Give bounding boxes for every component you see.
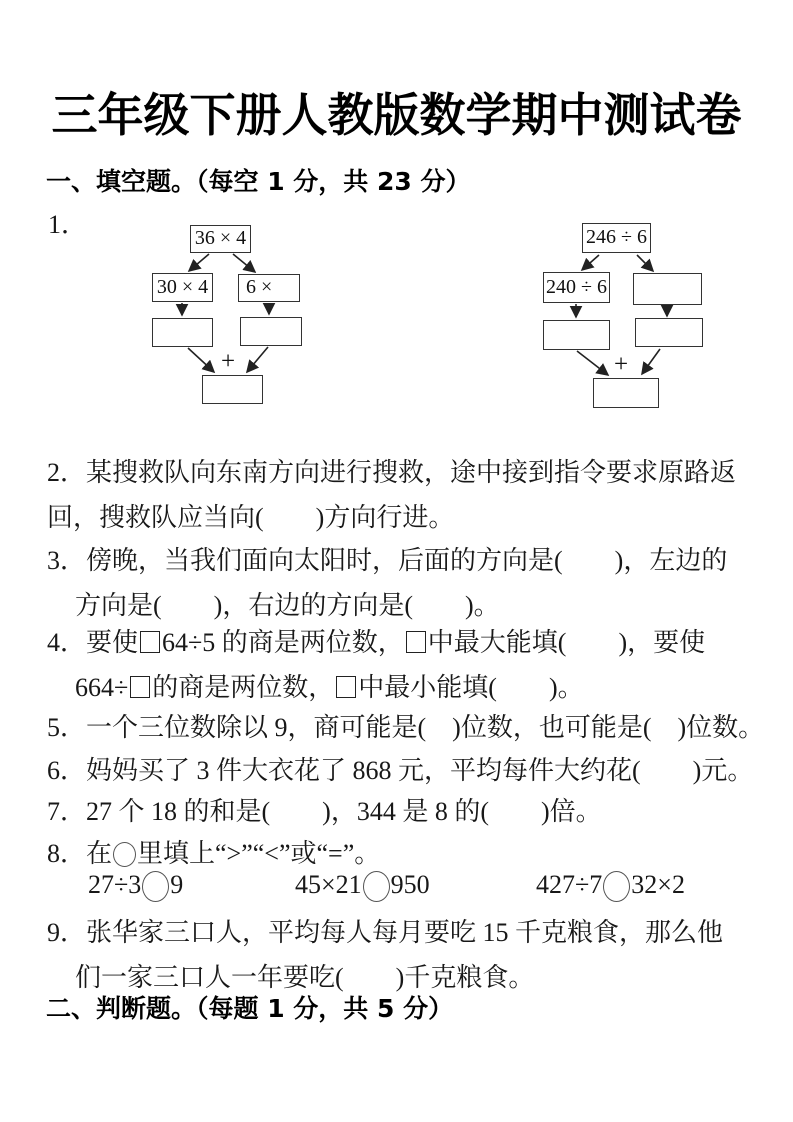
text-segment: 里填上“>”“<”或“=”。 <box>137 839 381 868</box>
comparison-expression-3 <box>536 864 685 906</box>
question-1-diagrams <box>0 218 793 418</box>
q1-left-mid-right-box: 6 × <box>238 274 300 302</box>
q1-right-blank-box-1 <box>543 320 610 350</box>
text-segment: 45×21 <box>295 870 362 899</box>
question-4 <box>47 620 705 710</box>
question-3 <box>47 538 727 628</box>
question-1-number: 1． <box>48 210 88 239</box>
text-segment: 9 <box>170 870 184 899</box>
q1-left-blank-box-1 <box>152 318 213 347</box>
text-segment: 的商是两位数， <box>152 673 335 702</box>
q1-right-mid-right-box <box>633 273 702 305</box>
text-segment: 950 <box>390 870 430 899</box>
q1-right-top-box: 246 ÷ 6 <box>582 223 651 253</box>
section-2-heading: 二、判断题。（每题 1 分，共 5 分） <box>46 994 454 1023</box>
text-segment: 32×2 <box>631 870 685 899</box>
q1-right-mid-left-box: 240 ÷ 6 <box>543 272 610 303</box>
page-title: 三年级下册人教版数学期中测试卷 <box>51 88 742 142</box>
q1-left-mid-left-box: 30 × 4 <box>152 273 213 302</box>
comparison-expression-2 <box>295 864 430 906</box>
inline-blank-box <box>130 676 150 698</box>
comparison-circle <box>142 871 169 902</box>
question-9-line-2: 们一家三口人一年要吃( )千克粮食。 <box>75 963 535 992</box>
text-segment: 8．在 <box>47 839 113 868</box>
question-9 <box>47 910 723 1000</box>
comparison-expression-1 <box>88 864 183 906</box>
q1-left-blank-box-2 <box>240 317 302 346</box>
text-segment: 4．要使 <box>47 628 139 657</box>
q1-left-plus-sign: + <box>221 348 236 375</box>
question-3-line-2: 方向是( )，右边的方向是( )。 <box>75 591 500 620</box>
question-2-line-1: 2．某搜救队向东南方向进行搜救，途中接到指令要求原路返 <box>47 458 737 487</box>
q1-left-result-box <box>202 375 263 404</box>
inline-blank-box <box>406 631 426 653</box>
q1-left-top-box: 36 × 4 <box>190 225 251 253</box>
question-3-line-1: 3．傍晚，当我们面向太阳时，后面的方向是( )，左边的 <box>47 546 728 575</box>
comparison-circle <box>603 871 630 902</box>
q1-right-result-box <box>593 378 659 408</box>
q1-right-plus-sign: + <box>614 351 629 378</box>
inline-blank-box <box>140 631 160 653</box>
text-segment: 664÷ <box>75 673 129 702</box>
text-segment: 中最大能填( )，要使 <box>427 628 706 657</box>
text-segment: 27÷3 <box>88 870 142 899</box>
question-2 <box>47 450 736 540</box>
text-segment: 中最小能填( )。 <box>358 673 584 702</box>
text-segment: 64÷5 的商是两位数， <box>162 628 404 657</box>
text-segment: 427÷7 <box>536 870 603 899</box>
question-8-expressions <box>0 864 793 910</box>
question-2-line-2: 回，搜救队应当向( )方向行进。 <box>47 503 455 532</box>
section-1-heading: 一、填空题。（每空 1 分，共 23 分） <box>46 167 471 196</box>
question-7: 7．27 个 18 的和是( )，344 是 8 的( )倍。 <box>47 797 602 826</box>
question-4-line-2 <box>47 665 705 710</box>
question-6: 6．妈妈买了 3 件大衣花了 868 元，平均每件大约花( )元。 <box>47 756 754 785</box>
q1-right-blank-box-2 <box>635 318 703 347</box>
question-4-line-1 <box>47 620 705 665</box>
question-5: 5．一个三位数除以 9，商可能是( )位数，也可能是( )位数。 <box>47 713 765 742</box>
question-9-line-1: 9．张华家三口人，平均每人每月要吃 15 千克粮食，那么他 <box>47 918 724 947</box>
inline-blank-box <box>336 676 356 698</box>
comparison-circle <box>363 871 390 902</box>
